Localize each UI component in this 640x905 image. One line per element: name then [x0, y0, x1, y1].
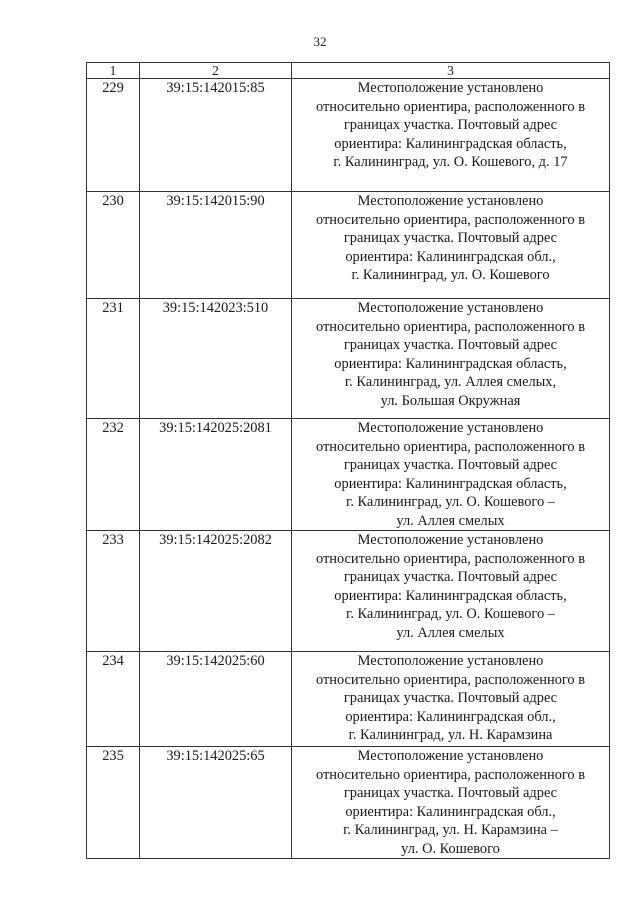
- description-line: ул. Аллея смелых: [396, 512, 505, 529]
- description-line: ориентира: Калининградская обл.,: [345, 248, 556, 265]
- table-header-row: [87, 63, 610, 79]
- column-header-cadastral: 2: [140, 63, 292, 79]
- description-line: ориентира: Калининградская область,: [334, 475, 567, 492]
- table-row: [87, 79, 610, 192]
- cadastral-number: 39:15:142023:510: [140, 299, 292, 419]
- description-line: относительно ориентира, расположенного в: [315, 318, 586, 335]
- description-line: границах участка. Почтовый адрес: [343, 117, 558, 133]
- row-number: 234: [87, 652, 140, 747]
- description-line: относительно ориентира, расположенного в: [315, 98, 586, 115]
- location-description: [292, 192, 610, 299]
- description-line: относительно ориентира, расположенного в: [315, 438, 586, 455]
- description-line: г. Калининград, ул. Н. Карамзина: [348, 727, 553, 743]
- description-line: ориентира: Калининградская область,: [334, 135, 567, 152]
- description-line: ул. О. Кошевого: [401, 840, 500, 857]
- description-line: ул. Аллея смелых: [396, 624, 505, 641]
- description-line: ориентира: Калининградская область,: [334, 587, 567, 604]
- description-line: Местоположение установлено: [357, 748, 544, 764]
- description-line: границах участка. Почтовый адрес: [343, 785, 558, 801]
- description-line: границах участка. Почтовый адрес: [343, 569, 558, 585]
- table-row: [87, 419, 610, 531]
- description-line: границах участка. Почтовый адрес: [343, 457, 558, 473]
- description-line: границах участка. Почтовый адрес: [343, 337, 558, 353]
- cadastral-number: 39:15:142025:65: [140, 747, 292, 859]
- cadastral-number: 39:15:142025:2081: [140, 419, 292, 531]
- column-header-location: 3: [292, 63, 610, 79]
- description-line: г. Калининград, ул. Н. Карамзина –: [343, 822, 558, 838]
- location-description: [292, 79, 610, 192]
- land-plots-table: [86, 62, 610, 859]
- description-line: ориентира: Калининградская область,: [334, 355, 567, 372]
- description-line: границах участка. Почтовый адрес: [343, 230, 558, 246]
- cadastral-number: 39:15:142015:90: [140, 192, 292, 299]
- cadastral-number: 39:15:142015:85: [140, 79, 292, 192]
- description-line: границах участка. Почтовый адрес: [343, 690, 558, 706]
- row-number: 235: [87, 747, 140, 859]
- description-line: г. Калининград, ул. О. Кошевого, д. 17: [333, 154, 568, 170]
- table-row: [87, 192, 610, 299]
- description-line: Местоположение установлено: [357, 80, 544, 96]
- description-line: относительно ориентира, расположенного в: [315, 671, 586, 688]
- description-line: г. Калининград, ул. Аллея смелых,: [344, 374, 557, 390]
- row-number: 230: [87, 192, 140, 299]
- description-line: Местоположение установлено: [357, 420, 544, 436]
- description-line: ул. Большая Окружная: [380, 392, 521, 409]
- description-line: ориентира: Калининградская обл.,: [345, 708, 556, 725]
- description-line: Местоположение установлено: [357, 300, 544, 316]
- location-description: [292, 419, 610, 531]
- description-line: ориентира: Калининградская обл.,: [345, 803, 556, 820]
- description-line: относительно ориентира, расположенного в: [315, 211, 586, 228]
- column-header-number: 1: [87, 63, 140, 79]
- location-description: [292, 652, 610, 747]
- description-line: Местоположение установлено: [357, 193, 544, 209]
- table-row: [87, 531, 610, 652]
- table-row: [87, 652, 610, 747]
- location-description: [292, 299, 610, 419]
- row-number: 229: [87, 79, 140, 192]
- description-line: г. Калининград, ул. О. Кошевого –: [346, 494, 555, 510]
- description-line: Местоположение установлено: [357, 532, 544, 548]
- page-number: 32: [313, 34, 327, 49]
- location-description: [292, 747, 610, 859]
- row-number: 232: [87, 419, 140, 531]
- description-line: г. Калининград, ул. О. Кошевого –: [346, 606, 555, 622]
- row-number: 233: [87, 531, 140, 652]
- cadastral-number: 39:15:142025:2082: [140, 531, 292, 652]
- description-line: относительно ориентира, расположенного в: [315, 550, 586, 567]
- row-number: 231: [87, 299, 140, 419]
- description-line: г. Калининград, ул. О. Кошевого: [351, 267, 550, 283]
- description-line: Местоположение установлено: [357, 653, 544, 669]
- cadastral-number: 39:15:142025:60: [140, 652, 292, 747]
- description-line: относительно ориентира, расположенного в: [315, 766, 586, 783]
- location-description: [292, 531, 610, 652]
- table-row: [87, 747, 610, 859]
- table-row: [87, 299, 610, 419]
